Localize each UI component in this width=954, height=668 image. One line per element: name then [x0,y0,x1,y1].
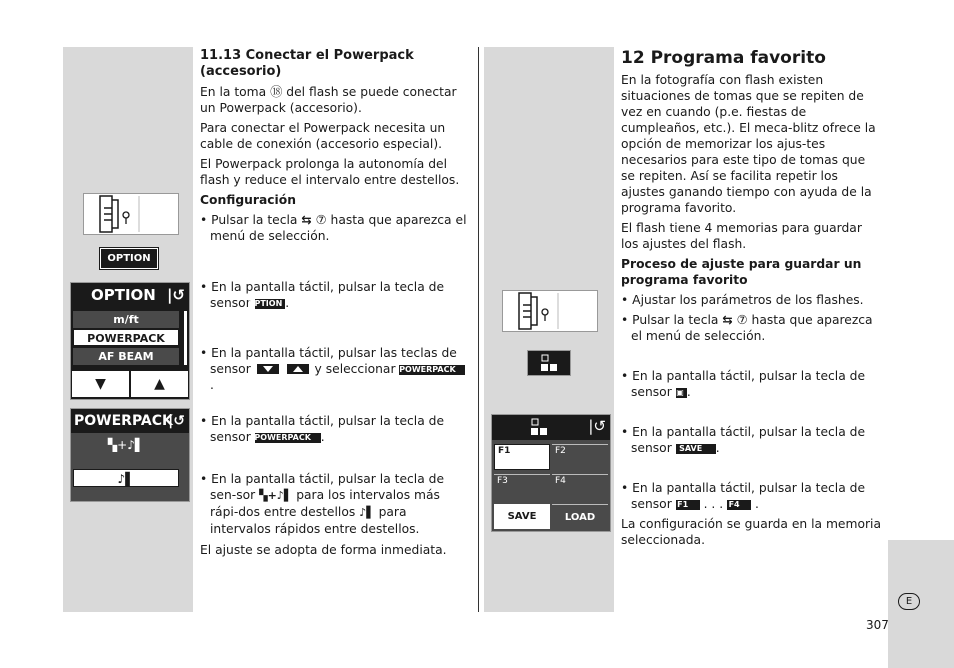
slot-f3[interactable] [494,474,550,500]
save-button-label: SAVE [507,511,537,522]
step-text: para intervalos rápidos entre destellos. [210,505,420,536]
menu-key-icon: ⇆ [722,313,733,327]
paragraph: En la toma ⑱ del flash se puede conectar un Powerpack (accesorio). [200,85,457,115]
language-badge: E [898,593,920,610]
option-button-label: OPTION [107,253,151,264]
step-4: • En la pantalla táctil, pulsar la tecla de sensor POWERPACK . [200,414,445,444]
step-text: ⑦ hasta que aparezca el menú de selección. [631,313,873,343]
step-1: • Ajustar los parámetros de los flashes. [621,293,864,307]
down-arrow-button[interactable] [72,371,129,397]
f1-chip: F1 [676,500,700,510]
dots: . . . [703,497,724,511]
paragraph: El flash tiene 4 memorias para guardar los ajustes del flash. [621,221,862,251]
down-chip-icon [257,364,279,374]
save-chip: SAVE [676,444,716,454]
step-text: y seleccionar [314,362,396,376]
section-heading-powerpack: 11.13 Conectar el Powerpack (accesorio) [200,48,414,79]
down-triangle-icon: ▼ [95,376,106,392]
powerpack-fast-icon: ▚+♪▌ [259,489,293,502]
step-text: • Pulsar la tecla [621,313,719,327]
slot-f1-label: F1 [498,446,511,456]
menu-item-mft[interactable] [73,311,179,328]
powerpack-chip: POWERPACK [255,433,321,443]
section-heading-favorito: 12 Programa favorito [621,48,826,68]
slot-f3-label: F3 [497,476,508,486]
step-text: • En la pantalla táctil, pulsar la tecla de sensor [621,425,866,455]
step-text: • En la pantalla táctil, pulsar las teclas de sensor [200,346,457,376]
step-5 [200,471,468,537]
up-arrow-button[interactable] [131,371,188,397]
fast-interval-button[interactable] [73,436,179,454]
favorite-chip-icon: ▣▣ [676,388,687,398]
step-5: • En la pantalla táctil, pulsar la tecla de sensor F1 . . . F4 . [621,481,866,511]
powerpack-screen-title-text: POWERPACK [74,413,173,429]
step-text: ⑦ hasta que aparezca el menú de selección. [210,213,467,243]
step-text: • En la pantalla táctil, pulsar la tecla de sensor [621,369,866,399]
option-button-graphic[interactable] [100,248,158,269]
favorites-screen [491,414,611,532]
subheading-configuracion: Configuración [200,193,296,207]
powerpack-fast-icon: ▚+♪▌ [107,438,145,452]
step-3: • En la pantalla táctil, pulsar la tecla de sensor ▣▣ . [621,369,866,399]
step-text: para los intervalos más rápi-dos entre destellos [210,488,440,519]
powerpack-screen-title [71,409,189,433]
favorites-screen-title [492,415,610,440]
back-arrow-icon[interactable]: |↺ [588,417,606,435]
flash-device-illustration [83,193,179,235]
load-button-label: LOAD [564,512,596,523]
favorite-program-icon [528,415,588,440]
flash-device-illustration-right [502,290,598,332]
up-chip-icon [287,364,309,374]
step-1 [200,212,468,244]
step-text: • Pulsar la tecla [200,213,298,227]
powerpack-chip: POWERPACK [399,365,465,375]
menu-item-af-beam[interactable] [73,348,179,365]
rapid-flash-icon: ♪▌ [359,506,375,519]
option-screen-title-text: OPTION [91,286,156,304]
option-chip: OPTION [255,299,286,309]
menu-item-af-beam-label: AF BEAM [98,350,154,363]
powerpack-screen [70,408,190,502]
f4-chip: F4 [727,500,751,510]
save-button[interactable] [494,504,550,529]
rapid-interval-button[interactable] [73,469,179,487]
slot-f2[interactable] [552,444,608,470]
subheading-proceso: Proceso de ajuste para guardar un programa favorito [621,257,862,287]
paragraph: El Powerpack prolonga la autonomía del flash y reduce el intervalo entre destellos. [200,157,460,187]
step-4: • En la pantalla táctil, pulsar la tecla de sensor SAVE . [621,425,866,455]
flash-device-icon [84,194,178,234]
paragraph-closing: La configuración se guarda en la memoria seleccionada. [621,517,881,547]
slot-f2-label: F2 [555,446,566,456]
left-text-column [200,48,468,562]
step-text: • En la pantalla táctil, pulsar la tecla de sensor [200,280,445,310]
paragraph: En la fotografía con flash existen situaciones de tomas que se repiten de vez en cuando (p.e. fiestas de cumpleaños, etc.). El meca-blitz ofrece la opción de memorizar los ajus-tes necesarios para este tipo de tomas que se repiten. Así se facilita repetir los ajustes ganando tiempo con ayuda de la programa favorito. [621,73,876,215]
favorite-button-graphic[interactable] [527,350,571,376]
up-triangle-icon: ▲ [154,376,165,392]
menu-item-powerpack[interactable] [73,329,179,346]
favorite-program-icon [528,351,570,375]
option-screen [70,282,190,400]
step-3: • En la pantalla táctil, pulsar las teclas de sensor y seleccionar POWERPACK . [200,345,468,393]
right-text-column [621,48,883,552]
step-2: • En la pantalla táctil, pulsar la tecla de sensor OPTION . [200,280,445,310]
slot-f4-label: F4 [555,476,566,486]
load-button[interactable] [552,504,608,530]
step-text: • En la pantalla táctil, pulsar la tecla de sensor [621,481,866,511]
menu-item-mft-label: m/ft [113,313,139,326]
option-screen-title [71,283,189,307]
back-arrow-icon[interactable]: |↺ [166,286,185,304]
step-text: • En la pantalla táctil, pulsar la tecla de sensor [200,414,445,444]
column-divider [478,47,479,612]
step-text: • En la pantalla táctil, pulsar la tecla de sen-sor [200,472,445,502]
menu-key-icon: ⇆ [301,213,312,227]
slot-f4[interactable] [552,474,608,500]
step-2 [621,312,883,344]
back-arrow-icon[interactable]: |↺ [168,413,185,429]
flash-device-icon [503,291,597,331]
paragraph-closing: El ajuste se adopta de forma inmediata. [200,543,447,557]
slot-f1[interactable] [494,444,550,470]
page-number: 307 [866,618,889,632]
scrollbar[interactable] [184,311,187,365]
rapid-flash-icon: ♪▌ [117,472,135,486]
menu-item-powerpack-label: POWERPACK [87,332,165,345]
paragraph: Para conectar el Powerpack necesita un cable de conexión (accesorio especial). [200,121,446,151]
